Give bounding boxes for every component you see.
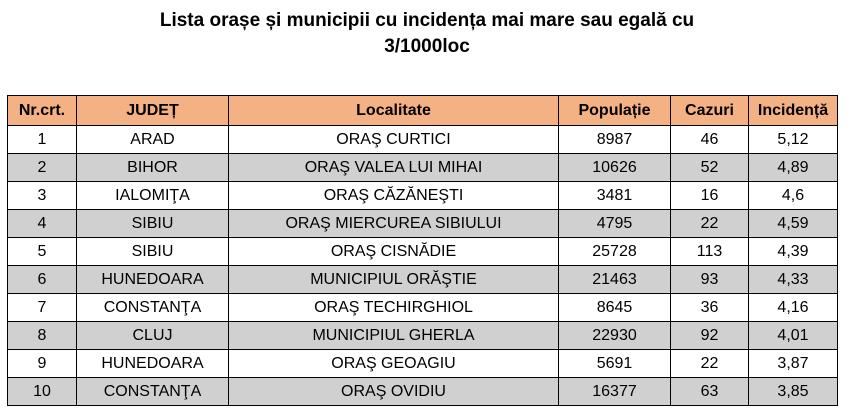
cell-nr-crt: 9 [8,350,77,378]
cell-localitate: ORAŞ CĂZĂNEŞTI [229,182,559,210]
cell-nr-crt: 8 [8,322,77,350]
cell-populatie: 25728 [559,238,671,266]
cell-localitate: ORAŞ OVIDIU [229,378,559,406]
table-row [8,378,838,406]
cell-localitate: MUNICIPIUL ORĂŞTIE [229,266,559,294]
cell-nr-crt: 10 [8,378,77,406]
cell-incidenta: 4,39 [749,238,838,266]
cell-judet: CONSTANŢA [77,294,229,322]
cell-incidenta: 4,59 [749,210,838,238]
cell-populatie: 22930 [559,322,671,350]
cell-cazuri: 22 [671,210,749,238]
title-line-1: Lista orașe și municipii cu incidența mai mare sau egală cu [159,10,695,31]
table-row [8,294,838,322]
header-judet: JUDEȚ [77,96,229,126]
cell-cazuri: 52 [671,154,749,182]
cell-judet: ARAD [77,126,229,154]
cell-judet: BIHOR [77,154,229,182]
cell-nr-crt: 1 [8,126,77,154]
cell-nr-crt: 3 [8,182,77,210]
cell-incidenta: 4,6 [749,182,838,210]
table-row [8,182,838,210]
table-row [8,154,838,182]
cell-judet: IALOMIŢA [77,182,229,210]
table-row [8,266,838,294]
cell-cazuri: 113 [671,238,749,266]
cell-incidenta: 4,16 [749,294,838,322]
cell-nr-crt: 4 [8,210,77,238]
table-row [8,238,838,266]
cell-localitate: ORAŞ CISNĂDIE [229,238,559,266]
cell-judet: HUNEDOARA [77,266,229,294]
cell-nr-crt: 2 [8,154,77,182]
cell-cazuri: 46 [671,126,749,154]
cell-cazuri: 16 [671,182,749,210]
header-localitate: Localitate [229,96,559,126]
table-row [8,322,838,350]
cell-populatie: 21463 [559,266,671,294]
title-line-2: 3/1000loc [384,36,470,57]
cell-localitate: ORAŞ GEOAGIU [229,350,559,378]
cell-localitate: ORAŞ CURTICI [229,126,559,154]
cell-judet: SIBIU [77,238,229,266]
cell-incidenta: 5,12 [749,126,838,154]
cell-cazuri: 92 [671,322,749,350]
cell-incidenta: 3,87 [749,350,838,378]
cell-nr-crt: 5 [8,238,77,266]
cell-judet: SIBIU [77,210,229,238]
cell-incidenta: 4,33 [749,266,838,294]
cell-populatie: 10626 [559,154,671,182]
cell-cazuri: 63 [671,378,749,406]
table-row [8,350,838,378]
cell-localitate: ORAŞ MIERCUREA SIBIULUI [229,210,559,238]
cell-cazuri: 22 [671,350,749,378]
cell-judet: HUNEDOARA [77,350,229,378]
cell-cazuri: 93 [671,266,749,294]
cell-incidenta: 3,85 [749,378,838,406]
cell-incidenta: 4,01 [749,322,838,350]
cell-populatie: 8645 [559,294,671,322]
header-incidenta: Incidență [749,96,838,126]
header-nr-crt: Nr.crt. [8,96,77,126]
cell-localitate: MUNICIPIUL GHERLA [229,322,559,350]
header-populatie: Populație [559,96,671,126]
table-header-row [8,96,838,126]
table-row [8,126,838,154]
page-title [0,8,854,60]
cell-nr-crt: 7 [8,294,77,322]
incidence-table [7,95,838,406]
cell-populatie: 4795 [559,210,671,238]
cell-populatie: 5691 [559,350,671,378]
cell-incidenta: 4,89 [749,154,838,182]
cell-populatie: 3481 [559,182,671,210]
cell-judet: CLUJ [77,322,229,350]
cell-localitate: ORAŞ VALEA LUI MIHAI [229,154,559,182]
cell-cazuri: 36 [671,294,749,322]
cell-localitate: ORAŞ TECHIRGHIOL [229,294,559,322]
cell-nr-crt: 6 [8,266,77,294]
cell-populatie: 8987 [559,126,671,154]
cell-judet: CONSTANŢA [77,378,229,406]
cell-populatie: 16377 [559,378,671,406]
table-row [8,210,838,238]
header-cazuri: Cazuri [671,96,749,126]
